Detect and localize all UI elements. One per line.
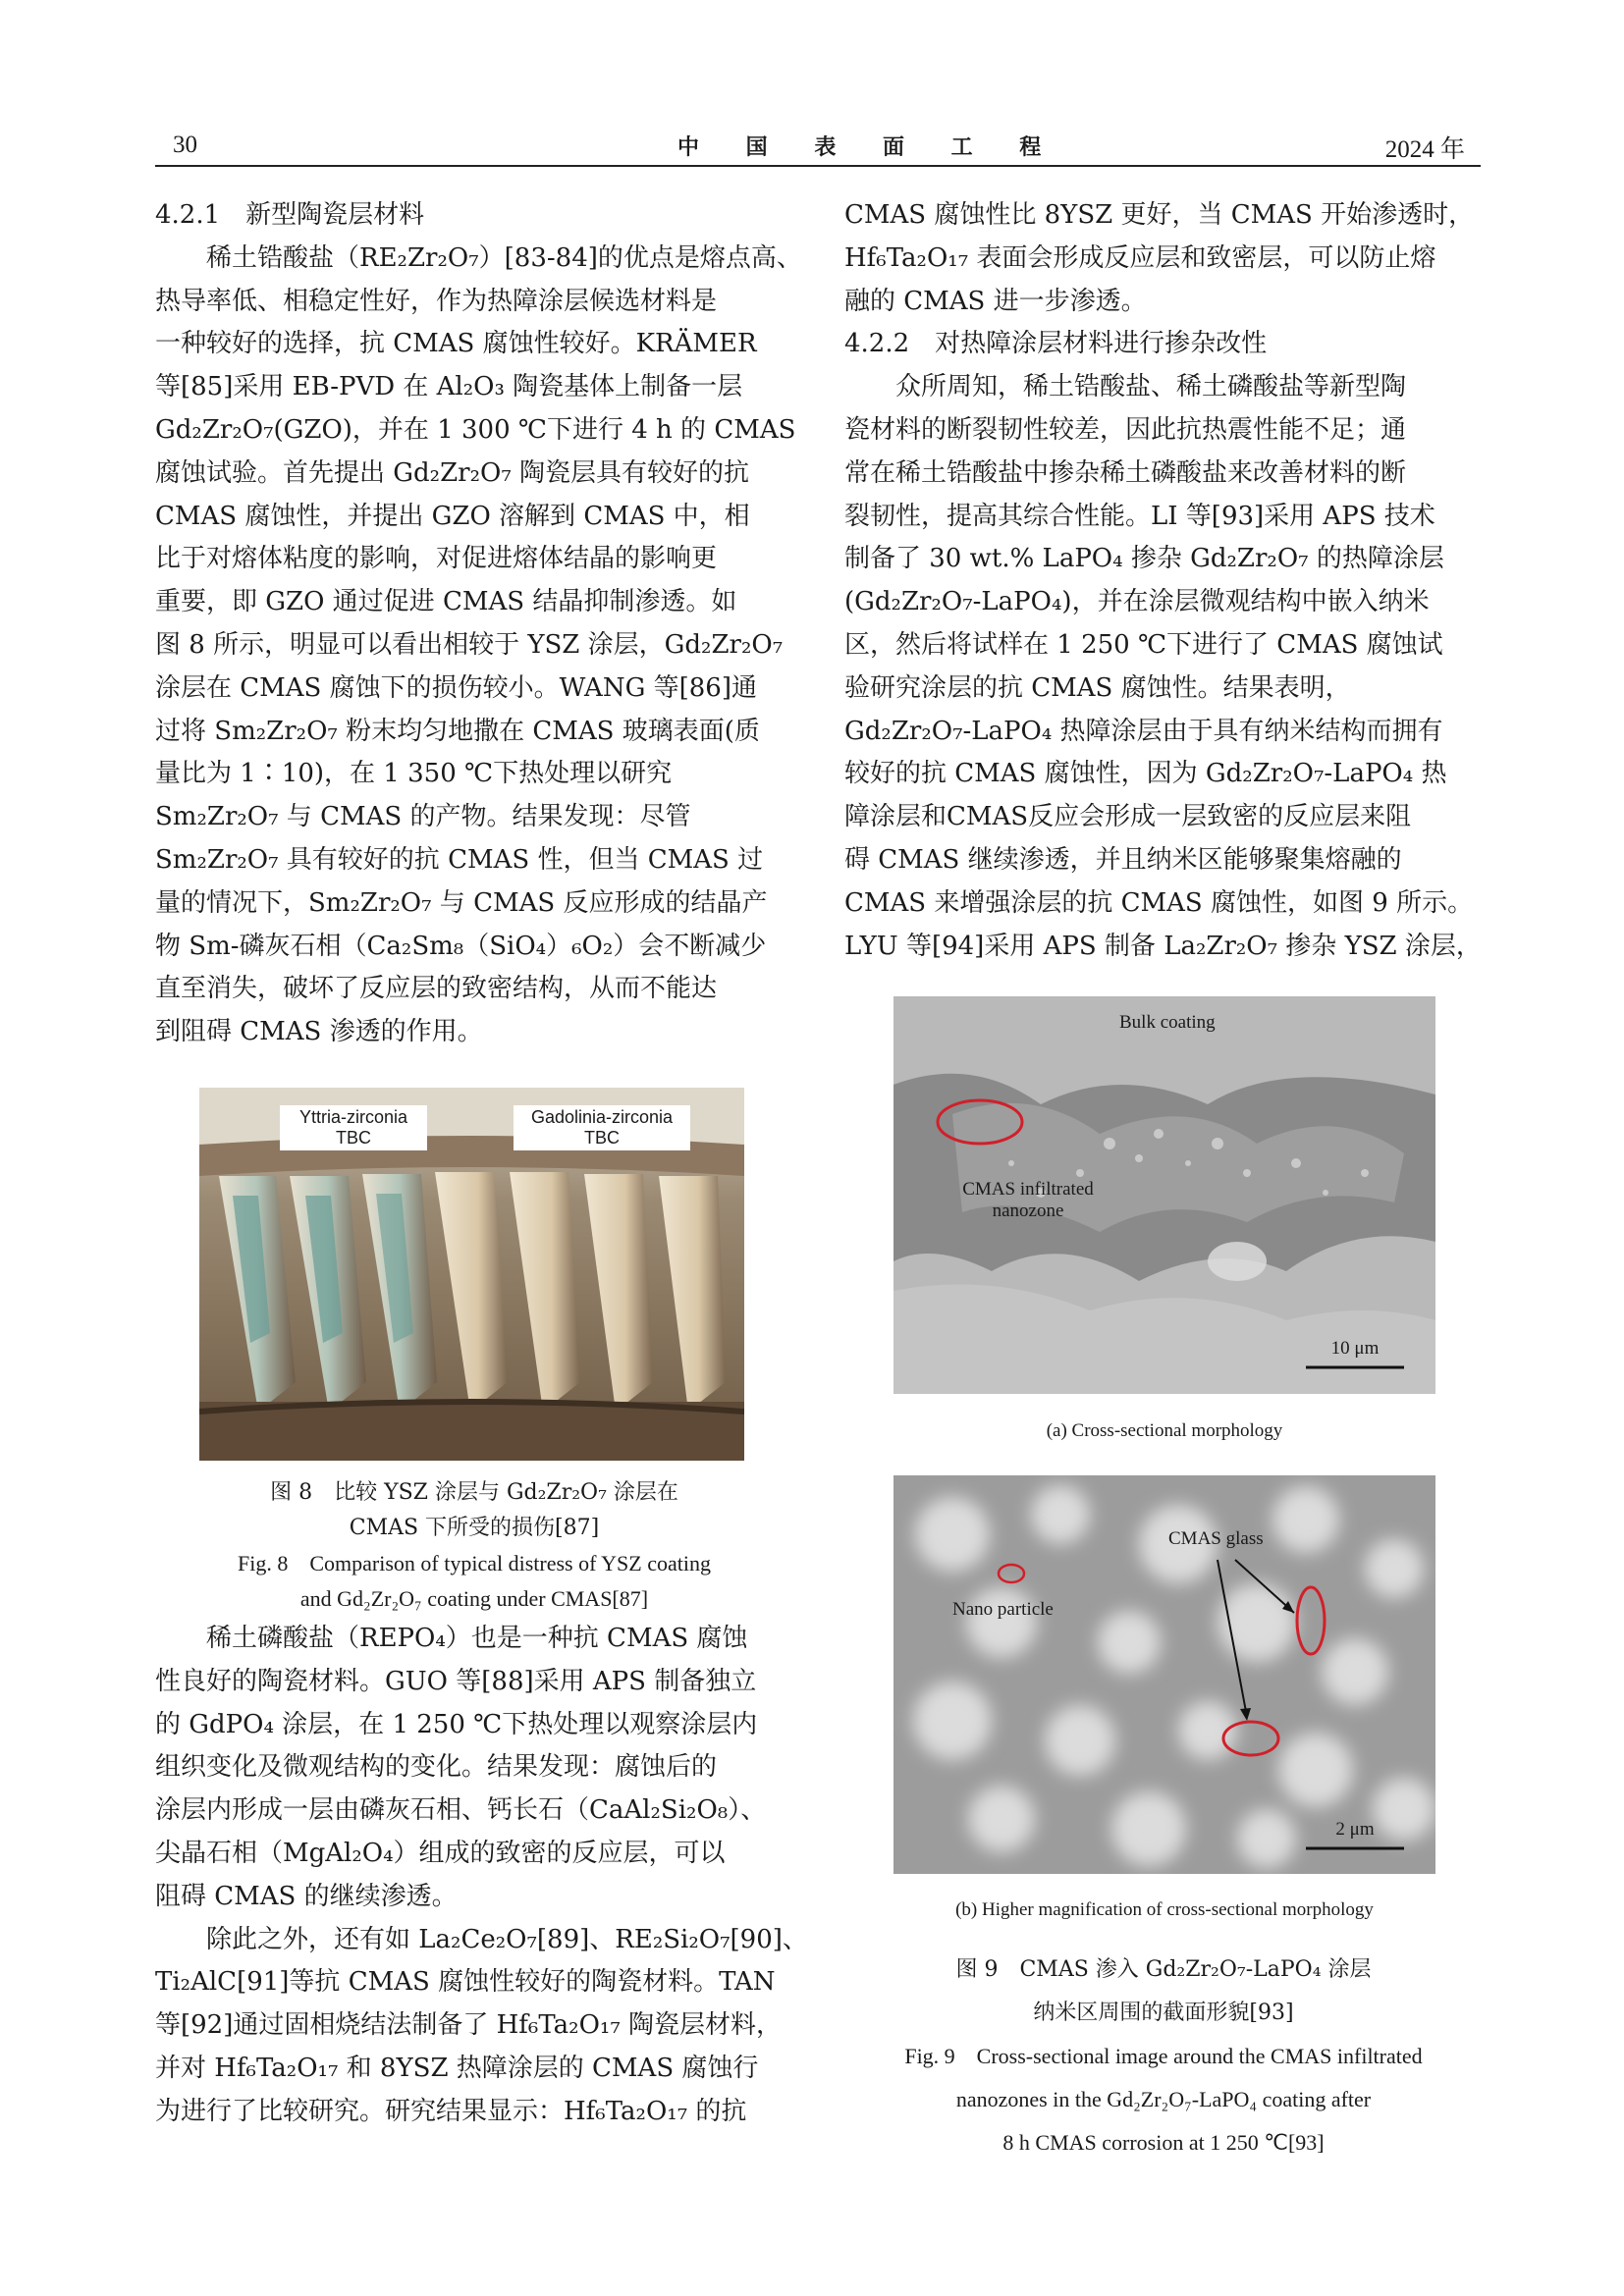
- text-line: 过将 Sm₂Zr₂O₇ 粉末均匀地撒在 CMAS 玻璃表面(质: [155, 716, 760, 746]
- text-line: Gd₂Zr₂O₇-LaPO₄ 热障涂层由于具有纳米结构而拥有: [844, 716, 1443, 746]
- text-line: 性良好的陶瓷材料。GUO 等[88]采用 APS 制备独立: [155, 1666, 757, 1696]
- text-line: (Gd₂Zr₂O₇-LaPO₄)，并在涂层微观结构中嵌入纳米: [844, 587, 1430, 617]
- text-line: CMAS 腐蚀性比 8YSZ 更好，当 CMAS 开始渗透时，: [844, 200, 1475, 230]
- text-line: 组织变化及微观结构的变化。结果发现：腐蚀后的: [155, 1752, 718, 1783]
- header-rule: [155, 165, 1481, 167]
- text-line: 众所周知，稀土锆酸盐、稀土磷酸盐等新型陶: [844, 372, 1407, 402]
- text-line: 较好的抗 CMAS 腐蚀性，因为 Gd₂Zr₂O₇-LaPO₄ 热: [844, 759, 1447, 789]
- text-line: 等[85]采用 EB-PVD 在 Al₂O₃ 陶瓷基体上制备一层: [155, 372, 743, 402]
- text-line: Sm₂Zr₂O₇ 与 CMAS 的产物。结果发现：尽管: [155, 802, 691, 832]
- text-line: 尖晶石相（MgAl₂O₄）组成的致密的反应层，可以: [155, 1838, 726, 1868]
- text-line: 等[92]通过固相烧结法制备了 Hf₆Ta₂O₁₇ 陶瓷层材料，: [155, 2010, 783, 2041]
- scale-bar-2um: 2 μm: [1335, 1819, 1375, 1840]
- text-line: 阻碍 CMAS 的继续渗透。: [155, 1881, 458, 1911]
- left-column-bottom: [155, 1618, 808, 2134]
- figure-9a-caption: (a) Cross-sectional morphology: [1046, 1420, 1283, 1441]
- journal-title: 中 国 表 面 工 程: [677, 134, 1061, 160]
- fig9-caption-en-3: 8 h CMAS corrosion at 1 250 ℃[93]: [1002, 2130, 1325, 2155]
- fig9-caption-en-1: Fig. 9 Cross-sectional image around the CMAS infiltrated: [904, 2044, 1423, 2068]
- fig8-caption-cn-2: CMAS 下所受的损伤[87]: [349, 1516, 600, 1540]
- text-line: 常在稀土锆酸盐中掺杂稀土磷酸盐来改善材料的断: [844, 457, 1407, 488]
- text-line: 量的情况下，Sm₂Zr₂O₇ 与 CMAS 反应形成的结晶产: [155, 887, 768, 918]
- text-line: Ti₂AlC[91]等抗 CMAS 腐蚀性较好的陶瓷材料。TAN: [155, 1967, 776, 1998]
- fig8-caption-en-1: Fig. 8 Comparison of typical distress of YSZ coating: [238, 1551, 711, 1575]
- page-number: 30: [173, 132, 197, 158]
- label-gadolinia-zirconia: Gadolinia-zirconia TBC: [514, 1105, 690, 1150]
- text-line: LYU 等[94]采用 APS 制备 La₂Zr₂O₇ 掺杂 YSZ 涂层，: [844, 931, 1482, 961]
- text-line: CMAS 来增强涂层的抗 CMAS 腐蚀性，如图 9 所示。: [844, 887, 1474, 918]
- text-line: 稀土磷酸盐（REPO₄）也是一种抗 CMAS 腐蚀: [155, 1624, 748, 1653]
- text-line: 稀土锆酸盐（RE₂Zr₂O₇）[83-84]的优点是熔点高、: [155, 242, 802, 273]
- text-line: 瓷材料的断裂韧性较差，因此抗热震性能不足；通: [844, 414, 1407, 445]
- figure-8-caption: [155, 1475, 793, 1617]
- section-heading-4-2-1: 4.2.1 新型陶瓷层材料: [155, 200, 425, 230]
- text-line: 涂层在 CMAS 腐蚀下的损伤较小。WANG 等[86]通: [155, 672, 757, 703]
- text-line: 腐蚀试验。首先提出 Gd₂Zr₂O₇ 陶瓷层具有较好的抗: [155, 457, 750, 488]
- left-bottom-paragraphs: [155, 1618, 808, 2134]
- right-paragraph-doping: [844, 366, 1483, 968]
- section-heading-4-2-2: 4.2.2 对热障涂层材料进行掺杂改性: [844, 329, 1268, 359]
- text-line: 一种较好的选择，抗 CMAS 腐蚀性较好。KRÄMER: [155, 329, 757, 359]
- text-line: 物 Sm-磷灰石相（Ca₂Sm₈（SiO₄）₆O₂）会不断减少: [155, 931, 767, 961]
- left-column-top: [155, 194, 802, 1054]
- label-nano-particle: Nano particle: [952, 1599, 1054, 1620]
- text-line: Gd₂Zr₂O₇(GZO)，并在 1 300 ℃下进行 4 h 的 CMAS: [155, 414, 796, 445]
- label-cmas-nanozone: CMAS infiltrated nanozone: [962, 1179, 1094, 1221]
- fig9-caption-cn-1: 图 9 CMAS 渗入 Gd₂Zr₂O₇-LaPO₄ 涂层: [955, 1957, 1372, 1982]
- text-line: 裂韧性，提高其综合性能。LI 等[93]采用 APS 技术: [844, 501, 1435, 531]
- scale-bar-10um: 10 μm: [1330, 1338, 1380, 1359]
- text-line: 验研究涂层的抗 CMAS 腐蚀性。结果表明，: [844, 672, 1351, 703]
- figure-8-photo: [199, 1088, 744, 1461]
- text-line: Hf₆Ta₂O₁₇ 表面会形成反应层和致密层，可以防止熔: [844, 242, 1436, 273]
- issue-year: 2024 年: [1384, 136, 1465, 163]
- text-line: 比于对熔体粘度的影响，对促进熔体结晶的影响更: [155, 544, 718, 574]
- figure-9a-micrograph: [893, 996, 1435, 1394]
- text-line: CMAS 腐蚀性，并提出 GZO 溶解到 CMAS 中，相: [155, 501, 750, 531]
- text-line: 到阻碍 CMAS 渗透的作用。: [155, 1017, 483, 1047]
- label-bulk-coating: Bulk coating: [1119, 1012, 1216, 1033]
- fig9-caption-en-2: nanozones in the Gd₂Zr₂O₇-LaPO₄ coating after: [955, 2087, 1372, 2111]
- label-cmas-glass: CMAS glass: [1168, 1528, 1264, 1549]
- text-line: 量比为 1∶10)，在 1 350 ℃下热处理以研究: [155, 759, 673, 789]
- figure-9b-micrograph: [893, 1475, 1435, 1874]
- text-line: 碍 CMAS 继续渗透，并且纳米区能够聚集熔融的: [844, 844, 1402, 875]
- text-line: 热导率低、相稳定性好，作为热障涂层候选材料是: [155, 286, 718, 316]
- text-line: 障涂层和CMAS反应会形成一层致密的反应层来阻: [844, 802, 1412, 832]
- text-line: 图 8 所示，明显可以看出相较于 YSZ 涂层，Gd₂Zr₂O₇: [155, 629, 784, 660]
- label-yttria-zirconia: Yttria-zirconia TBC: [280, 1105, 427, 1150]
- fig9-caption-cn-2: 纳米区周围的截面形貌[93]: [1033, 2001, 1294, 2025]
- text-line: 融的 CMAS 进一步渗透。: [844, 286, 1147, 316]
- figure-9b-caption: (b) Higher magnification of cross-sectional morphology: [955, 1899, 1374, 1920]
- text-line: Sm₂Zr₂O₇ 具有较好的抗 CMAS 性，但当 CMAS 过: [155, 844, 764, 875]
- sem-high-magnification-image: [893, 1475, 1435, 1874]
- text-line: 并对 Hf₆Ta₂O₁₇ 和 8YSZ 热障涂层的 CMAS 腐蚀行: [155, 2053, 759, 2083]
- right-paragraph-continued: [844, 194, 1483, 323]
- text-line: 直至消失，破坏了反应层的致密结构，从而不能达: [155, 974, 718, 1004]
- figure-9-caption: [844, 1949, 1483, 2164]
- text-line: 区，然后将试样在 1 250 ℃下进行了 CMAS 腐蚀试: [844, 629, 1443, 660]
- text-line: 重要，即 GZO 通过促进 CMAS 结晶抑制渗透。如: [155, 587, 737, 617]
- text-line: 为进行了比较研究。研究结果显示：Hf₆Ta₂O₁₇ 的抗: [155, 2096, 747, 2126]
- text-line: 涂层内形成一层由磷灰石相、钙长石（CaAl₂Si₂O₈）、: [155, 1795, 767, 1826]
- right-column: [844, 194, 1483, 968]
- text-line: 制备了 30 wt.% LaPO₄ 掺杂 Gd₂Zr₂O₇ 的热障涂层: [844, 544, 1444, 574]
- text-line: 的 GdPO₄ 涂层，在 1 250 ℃下热处理以观察涂层内: [155, 1709, 758, 1739]
- left-top-paragraph: [155, 238, 802, 1054]
- fig8-caption-en-2: and Gd₂Zr₂O₇ coating under CMAS[87]: [299, 1586, 649, 1611]
- fig8-caption-cn-1: 图 8 比较 YSZ 涂层与 Gd₂Zr₂O₇ 涂层在: [270, 1480, 678, 1505]
- text-line: 除此之外，还有如 La₂Ce₂O₇[89]、RE₂Si₂O₇[90]、: [155, 1924, 808, 1954]
